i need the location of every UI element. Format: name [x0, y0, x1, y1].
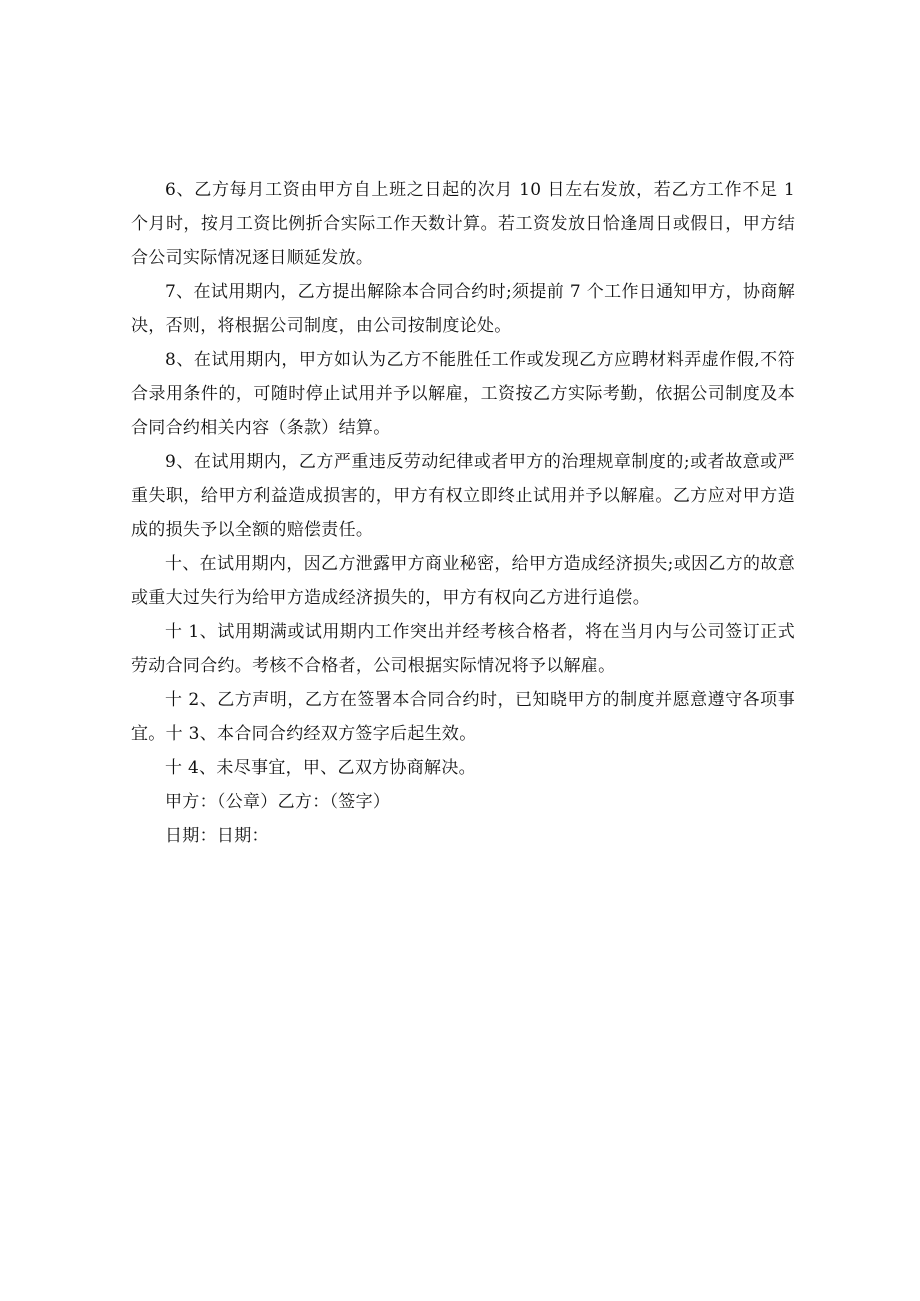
clause-14: 十 4、未尽事宜，甲、乙双方协商解决。	[165, 758, 476, 778]
clause-12-13: 十 2、乙方声明，乙方在签署本合同合约时，已知晓甲方的制度并愿意遵守各项事宜。十 3、本合同合约经双方签字后起生效。	[131, 690, 795, 744]
clause-11: 十 1、试用期满或试用期内工作突出并经考核合格者，将在当月内与公司签订正式劳动合同合约。考核不合格者，公司根据实际情况将予以解雇。	[131, 622, 795, 676]
date-line: 日期：日期：	[165, 826, 269, 846]
document-body	[131, 173, 795, 853]
clause-9: 9、在试用期内，乙方严重违反劳动纪律或者甲方的治理规章制度的;或者故意或严重失职，给甲方利益造成损害的，甲方有权立即终止试用并予以解雇。乙方应对甲方造成的损失予以全额的赔偿责任。	[131, 452, 795, 540]
clause-10: 十、在试用期内，因乙方泄露甲方商业秘密，给甲方造成经济损失;或因乙方的故意或重大过失行为给甲方造成经济损失的，甲方有权向乙方进行追偿。	[131, 554, 795, 608]
signature-line: 甲方：（公章）乙方：（签字）	[165, 792, 391, 812]
clause-7: 7、在试用期内，乙方提出解除本合同合约时;须提前 7 个工作日通知甲方，协商解决，否则，将根据公司制度，由公司按制度论处。	[131, 282, 795, 336]
clause-6: 6、乙方每月工资由甲方自上班之日起的次月 10 日左右发放，若乙方工作不足 1 个月时，按月工资比例折合实际工作天数计算。若工资发放日恰逢周日或假日，甲方结合公司实际情况逐日顺延发放。	[131, 180, 795, 268]
clause-8: 8、在试用期内，甲方如认为乙方不能胜任工作或发现乙方应聘材料弄虚作假,不符合录用条件的，可随时停止试用并予以解雇，工资按乙方实际考勤，依据公司制度及本合同合约相关内容（条款）结算。	[131, 350, 795, 438]
